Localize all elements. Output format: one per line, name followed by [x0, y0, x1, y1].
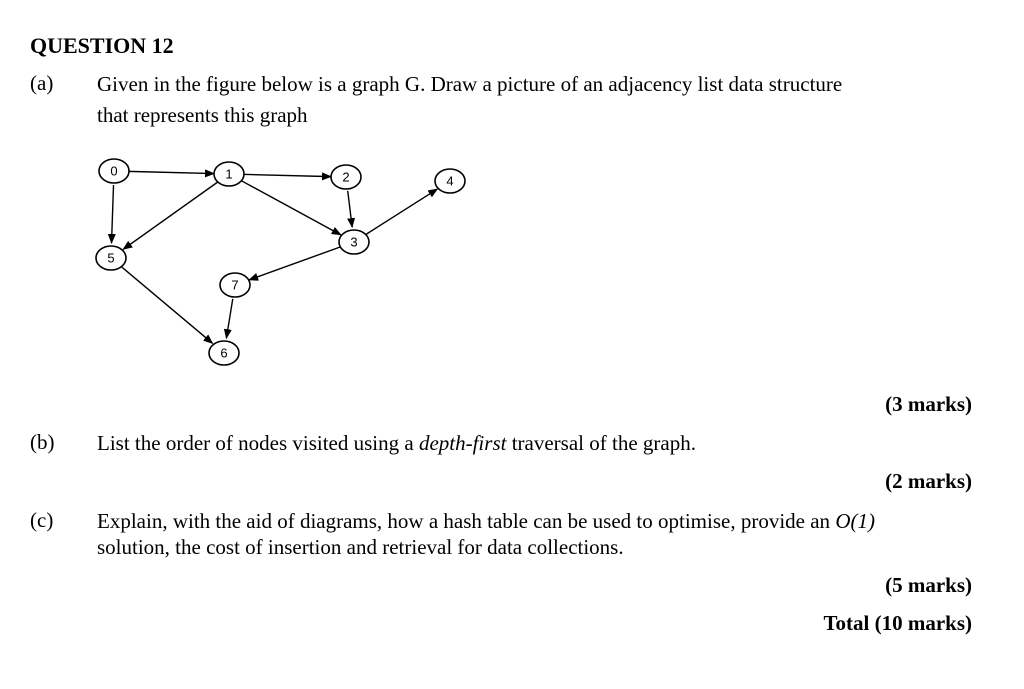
part-c-marks: (5 marks) — [885, 573, 972, 597]
part-b-text-italic: depth-first — [418, 431, 507, 455]
part-b-text — [97, 428, 696, 458]
part-c-line2: solution, the cost of insertion and retrieval for data collections. — [97, 535, 624, 559]
graph-node-4 — [435, 169, 465, 193]
part-a-line1: Given in the figure below is a graph G. Draw a picture of an adjacency list data structure — [97, 72, 843, 96]
edge-3-7 — [249, 247, 341, 280]
node-label-1: 1 — [225, 166, 233, 182]
edge-2-3 — [348, 191, 352, 227]
graph-node-0 — [99, 159, 129, 183]
graph-node-2 — [331, 165, 361, 189]
part-a-line2: that represents this graph — [97, 103, 308, 127]
node-label-2: 2 — [342, 169, 350, 185]
node-label-5: 5 — [107, 250, 115, 266]
edge-0-1 — [128, 171, 214, 173]
graph-node-5 — [96, 246, 126, 270]
graph-node-6 — [209, 341, 239, 365]
part-b-label: (b) — [30, 430, 55, 454]
node-label-3: 3 — [350, 234, 358, 250]
total-marks: Total (10 marks) — [823, 611, 972, 635]
node-label-0: 0 — [110, 163, 118, 179]
node-label-7: 7 — [231, 277, 239, 293]
edge-0-5 — [112, 185, 114, 243]
edge-7-6 — [226, 299, 232, 338]
node-label-6: 6 — [220, 345, 228, 361]
part-c-label: (c) — [30, 508, 54, 532]
graph-nodes — [96, 159, 465, 365]
edge-1-3 — [241, 181, 341, 235]
edge-3-4 — [366, 189, 438, 234]
question-title: QUESTION 12 — [30, 33, 174, 58]
graph-node-3 — [339, 230, 369, 254]
graph-node-7 — [220, 273, 250, 297]
part-b-text-before: List the order of nodes visited using a — [97, 431, 419, 455]
part-a-label: (a) — [30, 71, 54, 95]
edge-5-6 — [122, 267, 213, 343]
part-b-marks: (2 marks) — [885, 469, 972, 493]
graph-edges — [112, 171, 438, 343]
part-c-line1-italic: O(1) — [835, 509, 875, 533]
part-b-text-after: traversal of the graph. — [506, 431, 696, 455]
part-a-marks: (3 marks) — [885, 392, 972, 416]
edge-1-2 — [243, 174, 331, 176]
node-label-4: 4 — [446, 173, 454, 189]
part-c-line1-before: Explain, with the aid of diagrams, how a hash table can be used to optimise, provide an — [97, 509, 836, 533]
graph-node-1 — [214, 162, 244, 186]
edge-1-5 — [123, 182, 217, 249]
